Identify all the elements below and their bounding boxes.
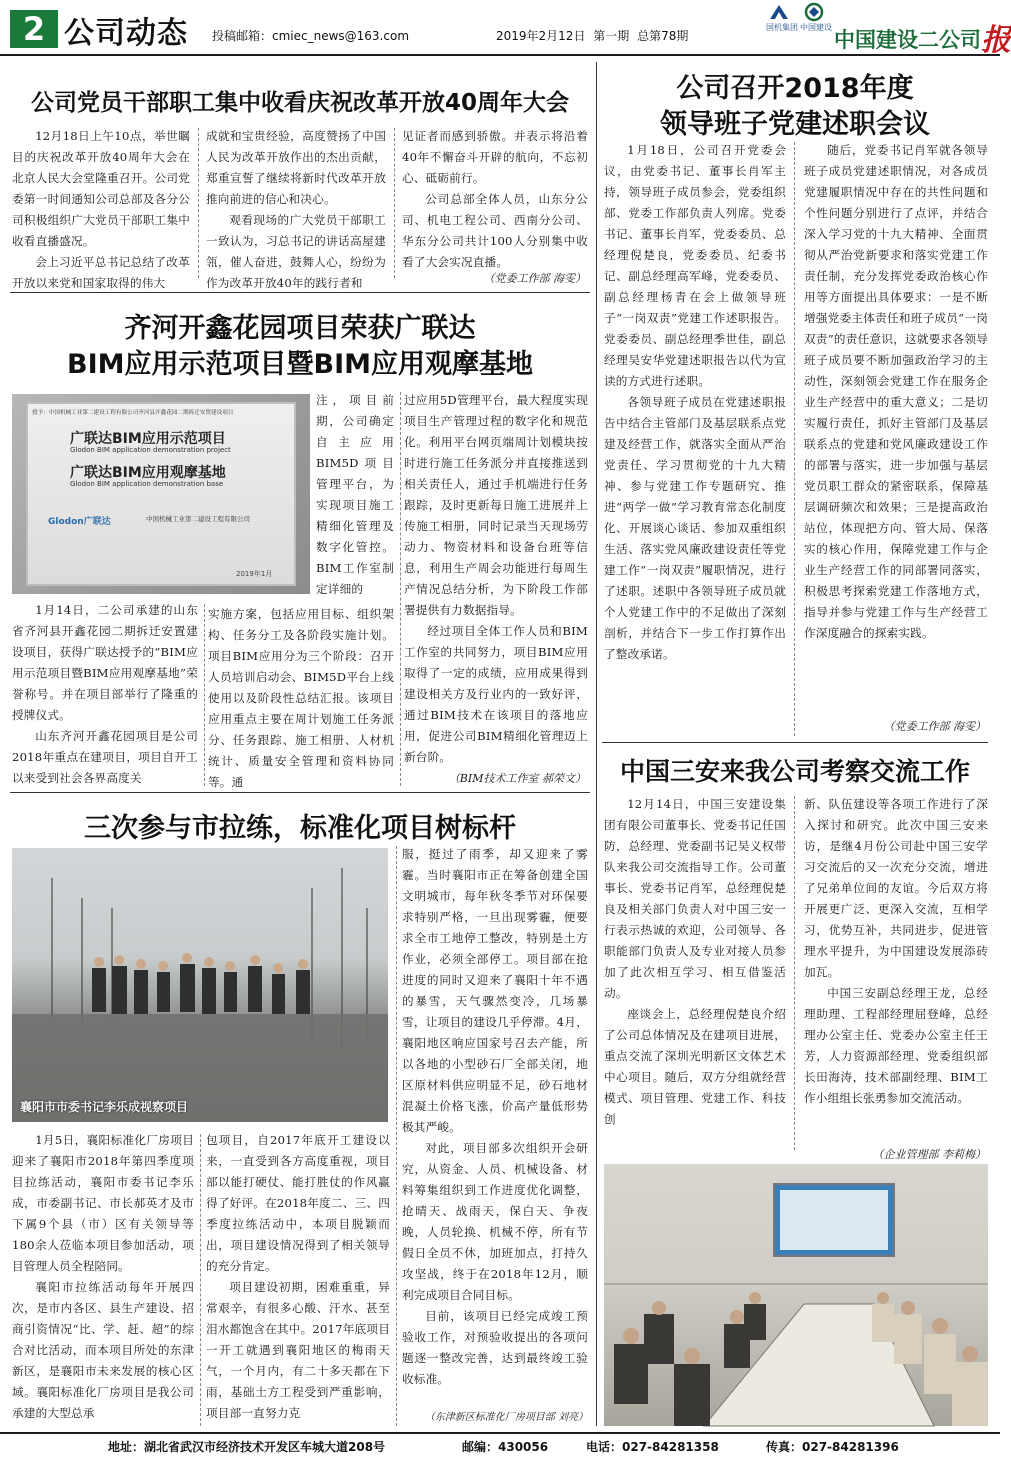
- article4-title-line1: 公司召开2018年度: [676, 73, 914, 104]
- paragraph: 经过项目全体工作人员和BIM工作室的共同努力，项目BIM应用取得了一定的成绩，应用成果得到建设相关方及行业内的一致好评，通过BIM技术在该项目的落地应用，促进公司BIM精细化管理迈上新台阶。: [404, 624, 588, 764]
- paragraph: 1月14日，二公司承建的山东省齐河县开鑫花园二期拆迁安置建设项目，获得广联达授予的“BIM应用示范项目暨BIM应用观摩基地”荣誉称号。并在项目部举行了隆重的授牌仪式。: [12, 603, 198, 722]
- article2-column-1: [12, 600, 198, 786]
- article2-title-line2: BIM应用示范项目暨BIM应用观摩基地: [67, 349, 533, 380]
- plaque-org: 中国机械工业第二建设工程有限公司: [146, 515, 250, 523]
- inspection-scene: [12, 848, 388, 1122]
- paragraph: 过应用5D管理平台，最大程度实现项目生产管理过程的数字化和规范化。利用平台网页端周计划模块按时进行施工任务派分并直接推送到相关责任人，通过手机端进行任务跟踪，及时更新每日施工进展并上传施工相册，同时记录当天现场劳动力、物资材料和设备台班等信息，利用生产周会功能进行每周生产情况总结分析，为下阶段工作部署提供有力数据指导。: [404, 393, 588, 617]
- masthead: [0, 0, 1011, 58]
- paragraph: 12月18日上午10点，举世瞩目的庆祝改革开放40周年大会在北京人民大会堂隆重召开。公司党委第一时间通知公司总部及各分公司积极组织广大党员干部职工集中收看直播盛况。: [12, 129, 190, 248]
- article4-column-2: [804, 140, 988, 714]
- article2-column-2-bottom: [208, 604, 394, 789]
- newspaper-name-suffix: 报: [981, 23, 1011, 58]
- plaque-title-2-en: Glodon BIM application demonstration base: [70, 480, 224, 488]
- column-rule: [198, 128, 199, 278]
- column-rule: [400, 392, 401, 786]
- paragraph: 见证者而感到骄傲。并表示将沿着40年不懈奋斗开辟的航向，不忘初心、砥砺前行。: [402, 129, 588, 185]
- paragraph: 12月14日，中国三安建设集团有限公司董事长、党委书记任国防，总经理、党委副书记吴义权带队来我公司交流指导工作。公司董事长、党委书记肖军，总经理倪楚良及相关部门负责人对中国三安一行表示热诚的欢迎，公司领导、各职能部门负责人及专业对接人员参加了此次相互学习、相互借鉴活动。: [604, 797, 786, 1000]
- paragraph: 座谈会上，总经理倪楚良介绍了公司总体情况及在建项目进展，重点交流了深圳光明新区文体艺术中心项目。随后，双方分组就经营模式、项目管理、党建工作、科技创: [604, 1007, 786, 1126]
- bim-plaque-photo: [12, 394, 310, 594]
- article4-title-line2: 领导班子党建述职会议: [660, 109, 930, 140]
- paragraph: 服，挺过了雨季，却又迎来了雾霾。当时襄阳市正在筹备创建全国文明城市，每年秋冬季节对环保要求特别严格，一旦出现雾霾，便要求全市工地停工整改，特别是土方作业，必须全部停工。项目部在抢进度的同时又迎来了襄阳十年不遇的暴雪，天气骤然变冷，几场暴雪，让项目的建设几乎停滞。4月，襄阳地区响应国家号召去产能，所以各地的小型砂石厂全部关闭，地区原材料供应明显不足，砂石地材混凝土价格飞涨，价高产量低形势极其严峻。: [402, 847, 588, 1134]
- article3-column-2: [206, 1130, 390, 1426]
- article2-title-line1: 齐河开鑫花园项目荣获广联达: [124, 313, 476, 344]
- paragraph: 新、队伍建设等各项工作进行了深入探讨和研究。此次中国三安来访，是继4月份公司赴中国三安学习交流后的又一次充分交流，增进了兄弟单位间的友谊。今后双方将开展更广泛、更深入交流，互相学习，优势互补，共同进步，促进管理水平提升，为中国建设发展添砖加瓦。: [804, 797, 988, 979]
- paragraph: 会上习近平总书记总结了改革开放以来党和国家取得的伟大: [12, 255, 190, 290]
- page-number: 2: [10, 10, 58, 48]
- issue-dateline: 2019年2月12日 第一期 总第78期: [496, 29, 689, 43]
- plaque-title-1-en: Glodon BIM application demonstration project: [70, 446, 231, 454]
- article4-column-1: [604, 140, 786, 736]
- article1-column-1: [12, 126, 190, 290]
- paragraph: 目前，该项目已经完成竣工预验收工作，对预验收提出的各项问题逐一整改完善，达到最终竣工验收标准。: [402, 1309, 588, 1386]
- paragraph: 注，项目前期，公司确定自主应用BIM5D项目管理平台，为实现项目施工精细化管理及数字化管控。BIM工作室制定详细的: [316, 393, 394, 596]
- footer-fax: 传真：027-84281396: [766, 1440, 899, 1454]
- plaque-award-line: 授予：中国机械工业第二建设工程有限公司齐河县开鑫花园二期拆迁安置建设项目: [32, 410, 234, 416]
- meeting-scene: [604, 1164, 988, 1426]
- newspaper-name-text: 中国建设二公司: [834, 28, 981, 52]
- paragraph: 各领导班子成员在党建述职报告中结合主管部门及基层联系点党建及经营工作，就落实全面从严治党责任、学习贯彻党的十九大精神、参与党建工作专题研究、推进“两学一做”学习教育常态化制度化、开展谈心谈话、参加双重组织生活、落实党风廉政建设责任等党建工作“一岗双责”履职情况，进行了述职。述职中各领导班子成员就个人党建工作中的不足做出了深刻剖析，并结合下一步工作打算作出了整改承诺。: [604, 395, 786, 661]
- sinomach-logo-icon: [768, 3, 790, 21]
- paragraph: 襄阳市拉练活动每年开展四次，是市内各区、县生产建设、招商引资情况“比、学、赶、超”的综合对比活动，而本项目所处的东津新区，是襄阳市未来发展的核心区域。襄阳标准化厂房项目是我公司承建的大型总承: [12, 1280, 194, 1420]
- inspection-photo: [12, 848, 388, 1122]
- paragraph: 项目建设初期，困难重重，异常艰辛，有很多心酸、汗水、甚至泪水都饱含在其中。2017年底项目一开工就遇到襄阳地区的梅雨天气，一个月内，有二十多天都在下雨，基础土方工程受到严重影响，项目部一直努力克: [206, 1280, 390, 1420]
- article3-column-1: [12, 1130, 194, 1426]
- article2-byline: （BIM技术工作室 郝荣文）: [448, 772, 586, 785]
- column-divider: [596, 62, 597, 1426]
- column-rule: [396, 846, 397, 1426]
- column-rule: [394, 128, 395, 278]
- plaque-title-1: 广联达BIM应用示范项目: [70, 431, 226, 447]
- article5-column-1: [604, 794, 786, 1150]
- paragraph: 包项目，自2017年底开工建设以来，一直受到各方高度重视，项目部以能打硬仗、能打胜仗的作风赢得了好评。在2018年度二、三、四季度拉练活动中，本项目脱颖而出，项目建设情况得到了相关领导的充分肯定。: [206, 1133, 390, 1273]
- paragraph: 公司总部全体人员，山东分公司、机电工程公司、西南分公司、华东分公司共计100人分别集中收看了大会实况直播。: [402, 192, 588, 269]
- column-rule: [204, 604, 205, 786]
- article4-byline: （党委工作部 海雯）: [883, 720, 986, 733]
- article5-byline: （企业管理部 李莉梅）: [872, 1148, 986, 1161]
- article2-column-2-top: [316, 390, 394, 602]
- column-rule: [794, 142, 795, 736]
- article2-column-3: [404, 390, 588, 766]
- plaque: [26, 402, 296, 586]
- article1-title: 公司党员干部职工集中收看庆祝改革开放40周年大会: [30, 90, 569, 116]
- meeting-photo: [604, 1164, 988, 1426]
- paragraph: 实施方案，包括应用目标、组织架构、任务分工及各阶段实施计划。项目BIM应用分为三个阶段：召开人员培训启动会、BIM5D平台上线使用以及阶段性总结汇报。该项目应用重点主要在周计划施工任务派分、任务跟踪、施工相册、人材机统计、质量安全管理和资料协同等。通: [208, 607, 394, 789]
- article1-byline: （党委工作部 海雯）: [483, 272, 586, 285]
- paragraph: 1月5日，襄阳标准化厂房项目迎来了襄阳市2018年第四季度项目拉练活动，襄阳市委书记李乐成，市委副书记、市长郝英才及市下属9个县（市）区有关领导等180余人莅临本项目参加活动，项目管理人员全程陪同。: [12, 1133, 194, 1273]
- logo-cc-label: 中国建设: [800, 23, 832, 32]
- paragraph: 1月18日，公司召开党委会议，由党委书记、董事长肖军主持，领导班子成员参会，党委组织部、党委工作部负责人列席。党委书记、董事长肖军，党委委员、总经理倪楚良，党委委员、纪委书记、副总经理高军峰，党委委员、副总经理杨青在会上做领导班子“一岗双责”党建工作述职报告。党委委员、副总经理季世佳，副总经理吴安华党建述职报告以代为宣读的方式进行述职。: [604, 143, 786, 388]
- newspaper-name: [834, 12, 1011, 56]
- paragraph: 对此，项目部多次组织开会研究，从资金、人员、机械设备、材料筹集组织到工作进度优化调整，抢晴天、战雨天，保白天、争夜晚，人员轮换、机械不停，所有节假日全员不休，加班加点，打持久攻坚战，终于在2018年12月，顺利完成项目合同目标。: [402, 1141, 588, 1302]
- paragraph: 山东齐河开鑫花园项目是公司2018年重点在建项目，项目自开工以来受到社会各界高度关: [12, 729, 198, 785]
- submission-email[interactable]: 投稿邮箱：cmiec_news@163.com: [212, 29, 410, 43]
- article1-column-2: [206, 126, 386, 290]
- logo-group-label: 国机集团: [766, 23, 798, 32]
- footer-address: 地址：湖北省武汉市经济技术开发区车城大道208号: [108, 1440, 386, 1454]
- paragraph: 观看现场的广大党员干部职工一致认为，习总书记的讲话高屋建瓴，催人奋进，鼓舞人心，纷纷为作为改革开放40年的践行者和: [206, 213, 386, 290]
- plaque-title-2: 广联达BIM应用观摩基地: [70, 465, 226, 481]
- article-divider: [602, 742, 988, 743]
- paragraph: 随后，党委书记肖军就各领导班子成员党建述职情况，对各成员党建履职情况中存在的共性问题和个性问题分别进行了点评，并结合深入学习党的十九大精神、全面贯彻从严治党新要求和落实党建工作责任制，充分发挥党委政治核心作用等方面提出具体要求：一是不断增强党委主体责任和班子成员“一岗双责”的责任意识，这就要求各领导班子成员要不断加强政治学习的主动性，深刻领会党建工作在服务企业生产经营中的重大意义；二是切实履行责任，抓好主管部门及基层联系点的党建和党风廉政建设工作的部署与落实，进一步加强与基层党员职工群众的紧密联系，保障基层调研频次和效果；三是提高政治站位，体现把方向、管大局、保落实的核心作用，保障党建工作与企业生产经营工作的同部署同落实，积极思考探索党建工作落地方式，指导并参与党建工作与生产经营工作深度融合的探索实践。: [804, 143, 988, 640]
- article1-column-3: [402, 126, 588, 269]
- plaque-date: 2019年1月: [236, 570, 273, 578]
- article3-column-3: [402, 844, 588, 1404]
- article5-column-2: [804, 794, 988, 1142]
- paragraph: 中国三安副总经理王龙，总经理助理、工程部经理屈登峰，总经理办公室主任、党委办公室主任王芳，人力资源部经理、党委组织部长田海涛，技术部副经理、BIM工作小组组长张勇参加交流活动。: [804, 986, 988, 1105]
- article3-title: 三次参与市拉练，标准化项目树标杆: [84, 813, 516, 844]
- section-title: 公司动态: [64, 16, 188, 51]
- column-rule: [794, 796, 795, 1150]
- article3-byline: （东津新区标准化厂房项目部 刘亮）: [424, 1412, 588, 1423]
- footer-phone: 电话：027-84281358: [586, 1440, 719, 1454]
- footer-postcode: 邮编：430056: [462, 1440, 549, 1454]
- article5-title: 中国三安来我公司考察交流工作: [619, 757, 970, 786]
- column-rule: [200, 1134, 201, 1426]
- photo-caption: 襄阳市市委书记李乐成视察项目: [20, 1100, 189, 1114]
- paragraph: 成就和宝贵经验，高度赞扬了中国人民为改革开放作出的杰出贡献，郑重宣誓了继续将新时代改革开放推向前进的信心和决心。: [206, 129, 386, 206]
- footer: [0, 1432, 1000, 1457]
- plaque-brand: Glodon广联达: [48, 517, 111, 527]
- cc-logo-icon: [803, 3, 825, 21]
